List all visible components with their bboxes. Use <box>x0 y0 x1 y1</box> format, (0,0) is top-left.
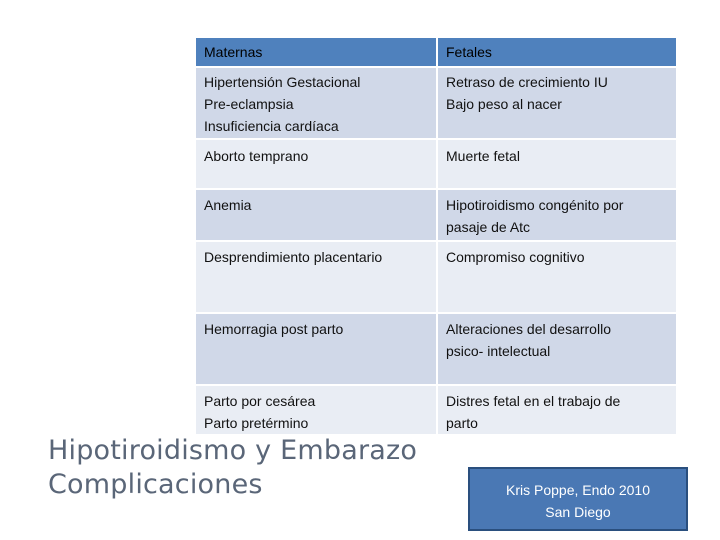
table-row <box>196 384 676 434</box>
cell-maternas: Hemorragia post parto <box>196 312 436 384</box>
cell-fetales: Alteraciones del desarrollo psico- intelectual <box>436 312 676 384</box>
cell-fetales: Distres fetal en el trabajo de parto <box>436 384 676 434</box>
table-header-row <box>196 38 676 66</box>
cell-maternas: Desprendimiento placentario <box>196 240 436 312</box>
table-row <box>196 188 676 240</box>
table-row <box>196 312 676 384</box>
cell-maternas: Parto por cesárea Parto pretérmino <box>196 384 436 434</box>
cell-fetales: Muerte fetal <box>436 138 676 188</box>
table-row <box>196 240 676 312</box>
citation-box <box>468 467 688 531</box>
cell-fetales: Compromiso cognitivo <box>436 240 676 312</box>
cell-fetales: Retraso de crecimiento IU Bajo peso al nacer <box>436 66 676 138</box>
cell-fetales: Hipotiroidismo congénito por pasaje de Atc <box>436 188 676 240</box>
complications-table <box>196 38 676 434</box>
table-row <box>196 66 676 138</box>
header-fetales: Fetales <box>436 38 676 66</box>
cell-maternas: Anemia <box>196 188 436 240</box>
table-row <box>196 138 676 188</box>
citation-location: San Diego <box>545 504 611 520</box>
header-maternas: Maternas <box>196 38 436 66</box>
slide-title: Hipotiroidismo y Embarazo Complicaciones <box>48 435 418 500</box>
citation-author: Kris Poppe, Endo 2010 <box>506 482 650 498</box>
cell-maternas: Aborto temprano <box>196 138 436 188</box>
cell-maternas: Hipertensión Gestacional Pre-eclampsia Insuficiencia cardíaca <box>196 66 436 138</box>
